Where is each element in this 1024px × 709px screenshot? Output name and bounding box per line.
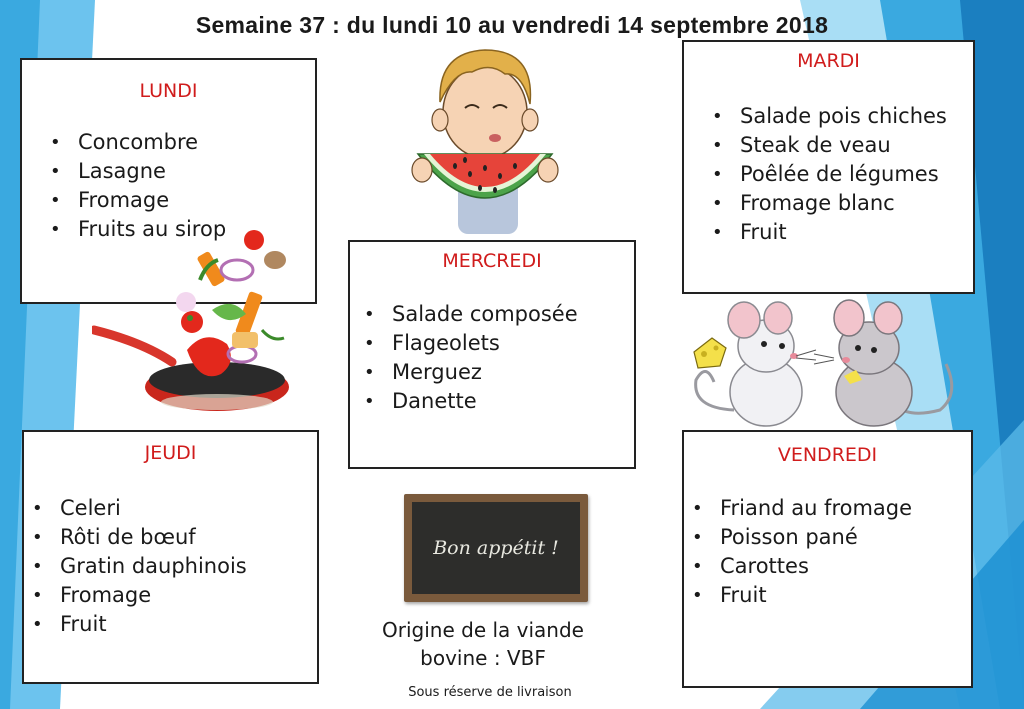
menu-list-mardi <box>684 102 973 247</box>
menu-item: • Carottes <box>692 552 971 581</box>
menu-list-vendredi <box>684 494 971 610</box>
menu-item: • Flageolets <box>364 329 634 358</box>
page-title: Semaine 37 : du lundi 10 au vendredi 14 septembre 2018 <box>195 12 829 38</box>
menu-item: • Celeri <box>32 494 317 523</box>
menu-item: • Concombre <box>50 128 315 157</box>
menu-item: • Fruit <box>712 218 973 247</box>
menu-item: • Salade pois chiches <box>712 102 973 131</box>
menu-item: • Friand au fromage <box>692 494 971 523</box>
menu-item: • Steak de veau <box>712 131 973 160</box>
menu-list-jeudi <box>24 494 317 639</box>
mice-illustration <box>684 292 956 432</box>
menu-item: • Poêlée de légumes <box>712 160 973 189</box>
delivery-disclaimer: Sous réserve de livraison <box>408 685 572 700</box>
boy-watermelon-illustration <box>410 42 560 234</box>
day-label-mardi: MARDI <box>797 50 860 72</box>
menu-item: • Fromage <box>32 581 317 610</box>
menu-item: • Lasagne <box>50 157 315 186</box>
menu-item: • Danette <box>364 387 634 416</box>
menu-item: • Salade composée <box>364 300 634 329</box>
menu-box-jeudi <box>22 430 319 684</box>
menu-box-mercredi <box>348 240 636 469</box>
menu-box-mardi <box>682 40 975 294</box>
menu-item: • Fruits au sirop <box>50 215 315 244</box>
menu-item: • Merguez <box>364 358 634 387</box>
menu-item: • Fromage blanc <box>712 189 973 218</box>
menu-item: • Fromage <box>50 186 315 215</box>
menu-item: • Rôti de bœuf <box>32 523 317 552</box>
chalkboard-text: Bon appétit ! <box>412 502 580 594</box>
menu-item: • Poisson pané <box>692 523 971 552</box>
origin-line-1: Origine de la viande <box>382 618 584 642</box>
day-label-mercredi: MERCREDI <box>442 250 542 272</box>
menu-item: • Fruit <box>32 610 317 639</box>
day-label-vendredi: VENDREDI <box>777 444 878 466</box>
meat-origin-note <box>348 616 618 672</box>
menu-list-mercredi <box>350 300 634 416</box>
day-label-jeudi: JEUDI <box>144 442 197 464</box>
menu-item: • Fruit <box>692 581 971 610</box>
chalkboard <box>404 494 588 602</box>
frying-pan-illustration <box>92 222 302 422</box>
menu-box-vendredi <box>682 430 973 688</box>
origin-line-2: bovine : VBF <box>420 646 546 670</box>
day-label-lundi: LUNDI <box>139 80 198 102</box>
menu-item: • Gratin dauphinois <box>32 552 317 581</box>
